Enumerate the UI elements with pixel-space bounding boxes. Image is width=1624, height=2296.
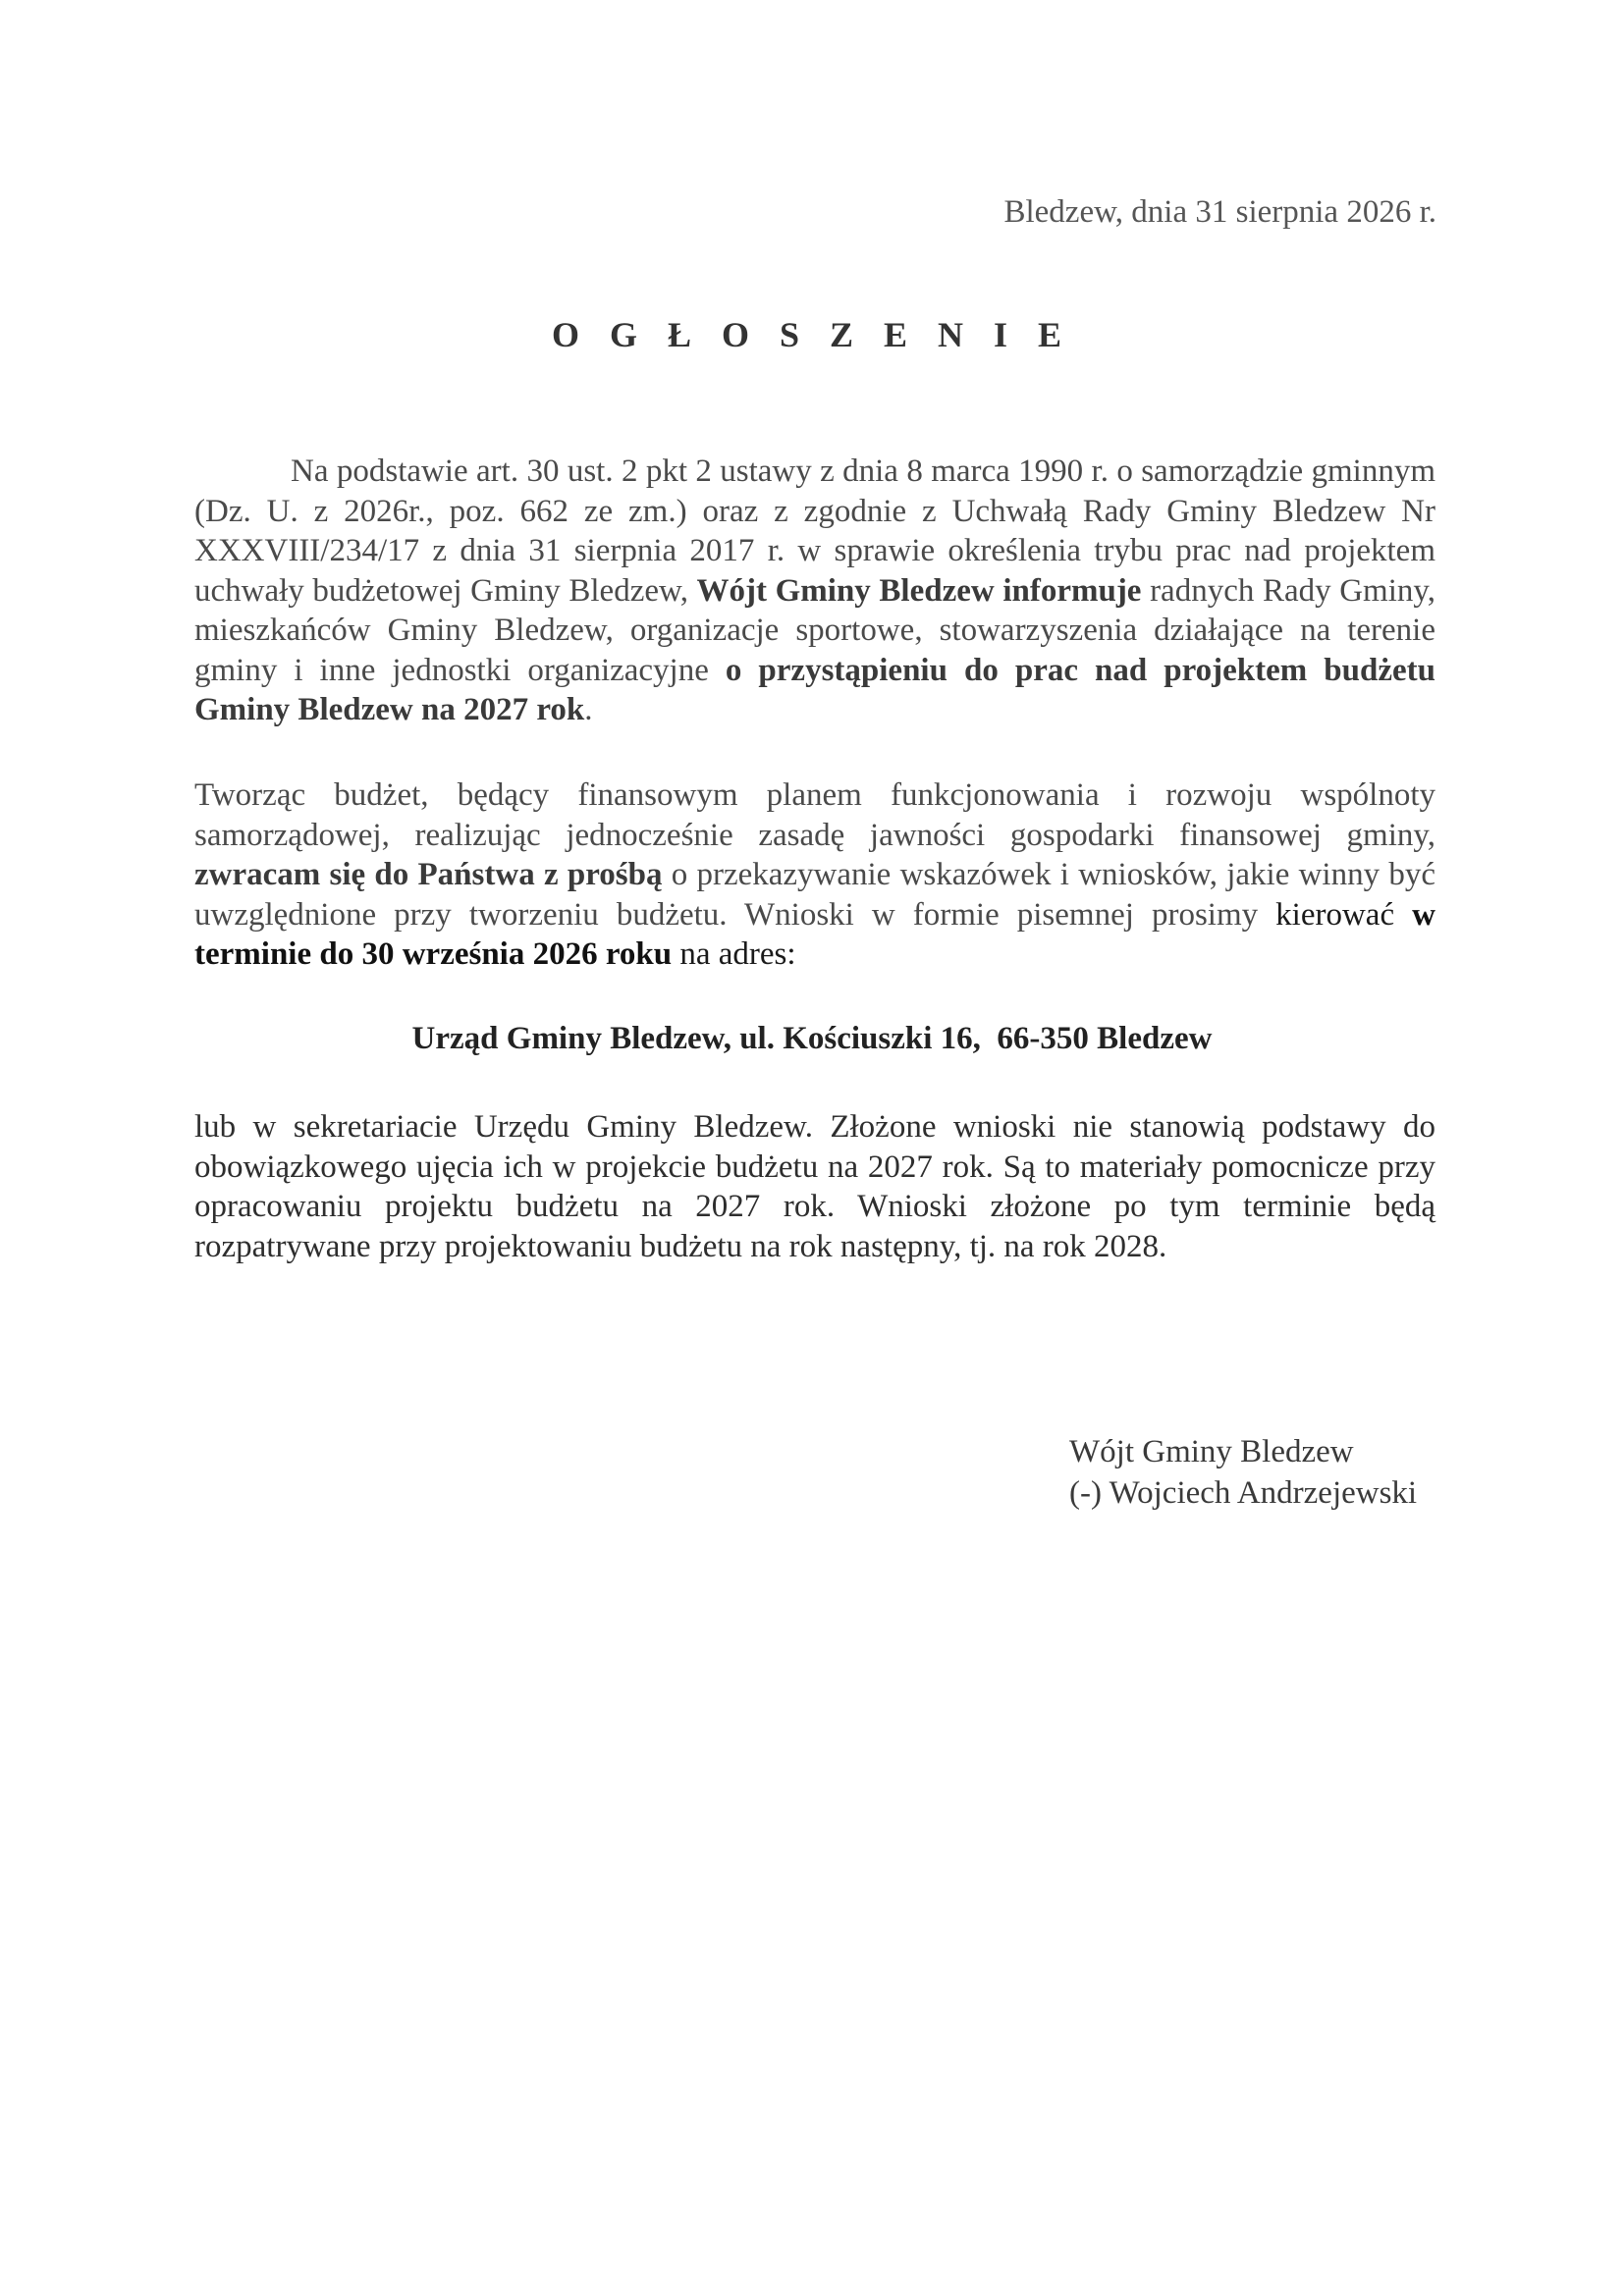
paragraph1-bold-b: o przystąpieniu do prac nad projektem budżetu Gminy Bledzew na 2027 rok — [194, 652, 1435, 727]
paragraph2-text-c: kierować — [1275, 896, 1413, 933]
place-date: Bledzew, dnia 31 sierpnia 2026 r. — [1003, 194, 1436, 230]
signature-office: Wójt Gminy Bledzew — [1069, 1434, 1354, 1469]
paragraph1-text-a: Na podstawie art. 30 ust. 2 pkt 2 ustawy z dnia 8 marca 1990 r. o samorządzie gminnym (Dz. U. z 2026r., poz. 662 ze zm.) oraz z zgodnie z Uchwałą Rady Gminy Bledzew Nr XXXVIII/234/17 z dnia 31 sierpnia 2017 r. w sprawie określenia trybu prac nad projektem uchwały budżetowej Gminy Bledzew, — [194, 454, 1435, 609]
signature-name: (-) Wojciech Andrzejewski — [1069, 1475, 1418, 1511]
paragraph1-text-b: radnych Rady Gminy, mieszkańców Gminy Bledzew, organizacje sportowe, stowarzyszenia działające na terenie gminy i inne jednostki organizacyjne — [194, 572, 1435, 688]
paragraph2-text-d: na adres: — [672, 936, 796, 972]
paragraph-request — [194, 775, 1435, 975]
paragraph2-bold-a: zwracam się do Państwa z prośbą — [194, 857, 663, 892]
paragraph2-text-a: Tworząc budżet, będący finansowym planem funkcjonowania i rozwoju wspólnoty samorządowej, realizując jednocześnie zasadę jawności gospodarki finansowej gminy, — [194, 777, 1435, 853]
office-address: Urząd Gminy Bledzew, ul. Kościuszki 16, 66-350 Bledzew — [411, 1021, 1213, 1056]
document-title: O G Ł O S Z E N I E — [551, 315, 1073, 354]
paragraph-legal-basis — [194, 452, 1435, 730]
signature-block — [1069, 1431, 1417, 1514]
paragraph2-bold-b: w terminie do 30 września 2026 roku — [194, 896, 1435, 972]
paragraph1-text-c: . — [584, 692, 593, 727]
paragraph2-text-b: o przekazywanie wskazówek i wniosków, jakie winny być uwzględnione przy tworzeniu budżetu. Wnioski w formie pisemnej prosimy — [194, 857, 1435, 933]
paragraph-submission-info: lub w sekretariacie Urzędu Gminy Bledzew. Złożone wnioski nie stanowią podstawy do obowiązkowego ujęcia ich w projekcie budżetu na 2027 rok. Są to materiały pomocnicze przy opracowaniu projektu budżetu na 2027 rok. Wnioski złożone po tym terminie będą rozpatrywane przy projektowaniu budżetu na rok następny, tj. na rok 2028. — [194, 1109, 1435, 1264]
paragraph1-bold-a: Wójt Gminy Bledzew informuje — [696, 572, 1142, 609]
